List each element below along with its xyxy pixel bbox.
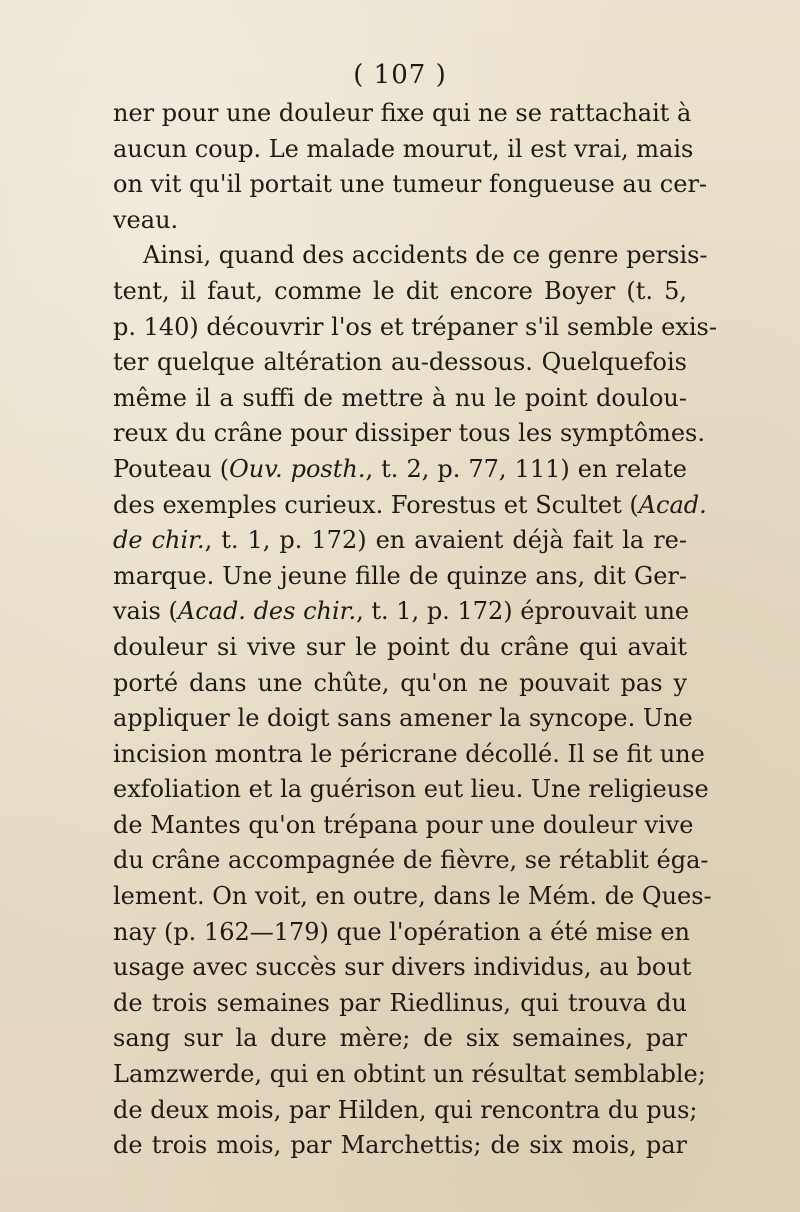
text-segment: nay (p. 162—179) que l'opération a été mise en: [113, 917, 690, 946]
text-segment: du crâne accompagnée de fièvre, se rétablit éga-: [113, 846, 709, 875]
text-line: [113, 772, 709, 808]
text-line: [113, 594, 690, 630]
text-segment: ter quelque altération au-dessous. Quelquefois: [113, 348, 687, 377]
text-segment: Pouteau (: [113, 454, 230, 483]
text-line: [113, 523, 687, 559]
text-segment: Ainsi, quand des accidents de ce genre persis-: [143, 241, 708, 270]
text-line: [113, 132, 694, 168]
text-line: [113, 1057, 706, 1093]
text-line: [113, 238, 708, 274]
italic-citation: Ouv. posth.: [229, 454, 366, 483]
text-line: [113, 167, 708, 203]
text-line: [113, 630, 687, 666]
text-segment: incision montra le péricrane décollé. Il se fit une: [113, 739, 705, 768]
text-segment: veau.: [113, 205, 179, 234]
text-line: [113, 1128, 687, 1164]
text-line: [113, 203, 687, 239]
text-segment: marque. Une jeune fille de quinze ans, dit Ger-: [113, 561, 687, 590]
text-line: [113, 274, 687, 310]
text-line: [113, 986, 687, 1022]
text-segment: tent, il faut, comme le dit encore Boyer (t. 5,: [113, 276, 687, 305]
italic-citation: Acad.: [638, 490, 707, 519]
text-segment: des exemples curieux. Forestus et Scultet (: [113, 490, 639, 519]
text-line: [113, 310, 717, 346]
text-line: [113, 666, 687, 702]
text-segment: lement. On voit, en outre, dans le Mém. de Ques-: [113, 882, 712, 911]
text-line: [113, 381, 687, 417]
text-line: [113, 737, 705, 773]
italic-citation: Acad. des chir.: [177, 597, 357, 626]
text-line: [113, 488, 707, 524]
text-segment: de deux mois, par Hilden, qui rencontra du pus;: [113, 1095, 698, 1124]
text-segment: , t. 2, p. 77, 111) en relate: [365, 454, 688, 483]
text-line: [113, 559, 687, 595]
text-segment: appliquer le doigt sans amener la syncope. Une: [113, 704, 693, 733]
text-segment: aucun coup. Le malade mourut, il est vrai, mais: [113, 134, 694, 163]
text-segment: de trois semaines par Riedlinus, qui trouva du: [113, 988, 687, 1017]
text-segment: on vit qu'il portait une tumeur fongueuse au cer-: [113, 170, 708, 199]
text-line: [113, 879, 712, 915]
text-segment: reux du crâne pour dissiper tous les symptômes.: [113, 419, 705, 448]
text-line: [113, 1093, 698, 1129]
text-segment: , t. 1, p. 172) éprouvait une: [356, 597, 690, 626]
text-segment: p. 140) découvrir l'os et trépaner s'il semble exis-: [113, 312, 717, 341]
text-segment: exfoliation et la guérison eut lieu. Une religieuse: [113, 775, 709, 804]
text-line: [113, 345, 687, 381]
body-text: [113, 96, 717, 1164]
italic-citation: de chir.: [113, 526, 205, 555]
text-segment: ner pour une douleur fixe qui ne se rattachait à: [113, 99, 692, 127]
page-number: ( 107 ): [353, 60, 447, 90]
text-segment: porté dans une chûte, qu'on ne pouvait pas y: [113, 668, 687, 697]
text-line: [113, 915, 690, 951]
text-segment: de Mantes qu'on trépana pour une douleur vive: [113, 810, 694, 839]
text-segment: de trois mois, par Marchettis; de six mois, par: [113, 1131, 687, 1160]
text-line: [113, 701, 693, 737]
text-line: [113, 950, 692, 986]
text-line: [113, 96, 692, 132]
text-segment: douleur si vive sur le point du crâne qui avait: [113, 632, 687, 661]
text-segment: usage avec succès sur divers individus, au bout: [113, 953, 692, 982]
text-segment: Lamzwerde, qui en obtint un résultat semblable;: [113, 1060, 706, 1089]
text-segment: même il a suffi de mettre à nu le point doulou-: [113, 383, 687, 412]
text-line: [113, 416, 705, 452]
text-segment: , t. 1, p. 172) en avaient déjà fait la re-: [204, 526, 687, 555]
text-segment: vais (: [113, 597, 178, 626]
text-segment: sang sur la dure mère; de six semaines, par: [113, 1024, 687, 1053]
text-line: [113, 843, 709, 879]
text-line: [113, 1021, 687, 1057]
text-line: [113, 452, 687, 488]
text-line: [113, 808, 694, 844]
